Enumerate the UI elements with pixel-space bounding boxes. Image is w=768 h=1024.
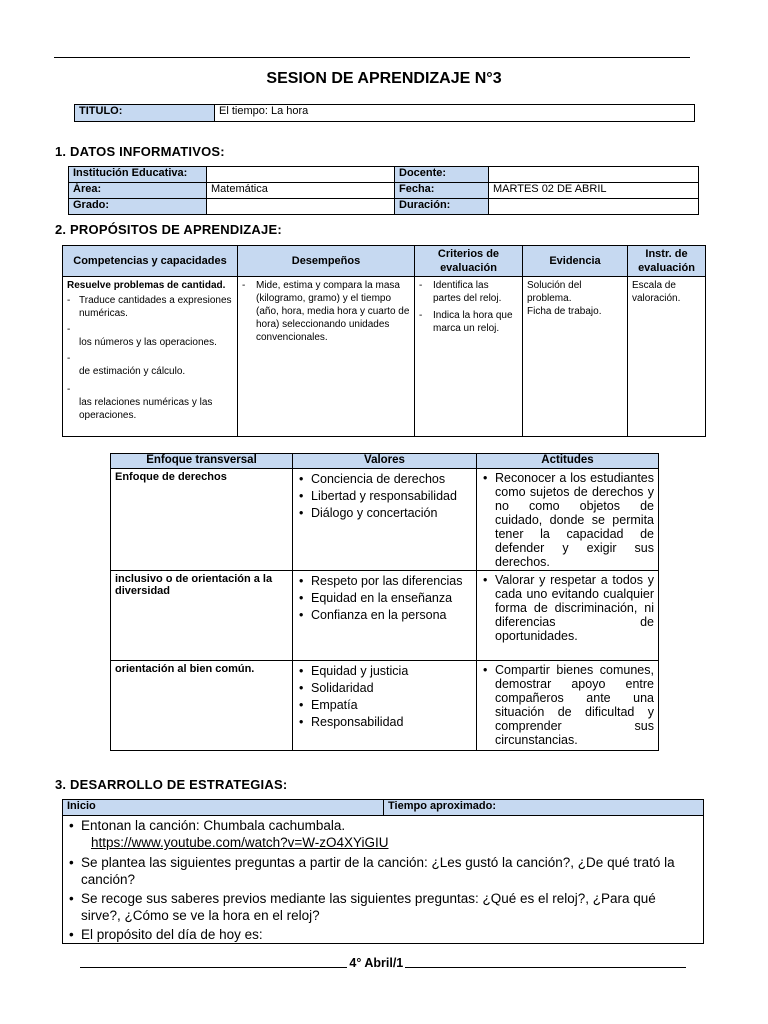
- capacidad-item: - los números y las operaciones.: [67, 323, 233, 349]
- valor-item: • Solidaridad: [297, 680, 472, 697]
- footer-rule-right: [405, 967, 686, 968]
- titulo-value: El tiempo: La hora: [215, 105, 695, 122]
- valor-item: • Respeto por las diferencias: [297, 573, 472, 590]
- propositos-heading: 2. PROPÓSITOS DE APRENDIZAJE:: [55, 222, 282, 237]
- valor-item: • Diálogo y concertación: [297, 505, 472, 522]
- titulo-table: [74, 104, 695, 122]
- col-competencias: Competencias y capacidades: [63, 246, 238, 277]
- footer-text: 4° Abril/1: [349, 956, 404, 970]
- inicio-list: [67, 817, 699, 943]
- criterio-item: - Identifica las partes del reloj.: [419, 279, 518, 305]
- datos-table: [68, 166, 699, 215]
- fecha-label: Fecha:: [395, 183, 489, 199]
- col-evidencia: Evidencia: [523, 246, 628, 277]
- area-value: Matemática: [207, 183, 395, 199]
- desempeno-cell: [238, 277, 415, 437]
- footer-rule-left: [80, 967, 347, 968]
- competencia-title: Resuelve problemas de cantidad.: [67, 280, 226, 291]
- col-desempenos: Desempeños: [238, 246, 415, 277]
- inicio-item: • Se plantea las siguientes preguntas a partir de la canción: ¿Les gustó la canción?, ¿De qué trató la canción?: [67, 854, 699, 888]
- valor-item: • Empatía: [297, 697, 472, 714]
- docente-value: [489, 167, 699, 183]
- evidencia-1: Solución del problema.: [527, 280, 582, 304]
- datos-heading: 1. DATOS INFORMATIVOS:: [55, 144, 225, 159]
- fecha-value: MARTES 02 DE ABRIL: [489, 183, 699, 199]
- valor-item: • Equidad en la enseñanza: [297, 590, 472, 607]
- enfoque-2: inclusivo o de orientación a la diversidad: [111, 571, 293, 661]
- docente-label: Docente:: [395, 167, 489, 183]
- evidencia-cell: [523, 277, 628, 437]
- desempeno-text: - Mide, estima y compara la masa (kilogramo, gramo) y el tiempo (año, hora, media hora y cuarto de hora) seleccionando unidades convencionales.: [242, 279, 410, 344]
- capacidades-list: [67, 294, 233, 422]
- page-title: SESION DE APRENDIZAJE N°3: [266, 70, 502, 87]
- valor-item: • Responsabilidad: [297, 714, 472, 731]
- capacidad-item: - las relaciones numéricas y las operaciones.: [67, 383, 233, 422]
- grado-label: Grado:: [69, 199, 207, 215]
- valor-item: • Confianza en la persona: [297, 607, 472, 624]
- capacidad-item: - Traduce cantidades a expresiones numéricas.: [67, 294, 233, 320]
- actitud-3: [477, 661, 659, 751]
- col-enfoque: Enfoque transversal: [111, 454, 293, 469]
- valor-item: • Equidad y justicia: [297, 663, 472, 680]
- youtube-link[interactable]: https://www.youtube.com/watch?v=W-zO4XYiGIU: [91, 835, 389, 850]
- criterio-item: - Indica la hora que marca un reloj.: [419, 309, 518, 335]
- duracion-value: [489, 199, 699, 215]
- grado-value: [207, 199, 395, 215]
- inicio-item: • Entonan la canción: Chumbala cachumbala. https://www.youtube.com/watch?v=W-zO4XYiGIU: [67, 817, 699, 851]
- propositos-table: [62, 245, 706, 437]
- col-instr: Instr. de evaluación: [628, 246, 706, 277]
- enfoques-table: [110, 453, 659, 751]
- enfoque-1: Enfoque de derechos: [111, 469, 293, 571]
- actitud-text: • Reconocer a los estudiantes como sujetos de derechos y no como objetos de cuidado, donde se permita tener la capacidad de defender y exigir sus derechos.: [481, 471, 654, 569]
- capacidad-item: - de estimación y cálculo.: [67, 352, 233, 378]
- duracion-label: Duración:: [395, 199, 489, 215]
- valores-1: [293, 469, 477, 571]
- enfoque-3: orientación al bien común.: [111, 661, 293, 751]
- inicio-item: • El propósito del día de hoy es:: [67, 926, 699, 943]
- estrategias-heading: 3. DESARROLLO DE ESTRATEGIAS:: [55, 777, 288, 792]
- institucion-value: [207, 167, 395, 183]
- actitud-text: • Valorar y respetar a todos y cada uno evitando cualquier forma de discriminación, ni diferencias de oportunidades.: [481, 573, 654, 643]
- institucion-label: Institución Educativa:: [69, 167, 207, 183]
- valor-item: • Libertad y responsabilidad: [297, 488, 472, 505]
- col-criterios: Criterios de evaluación: [415, 246, 523, 277]
- actitud-1: [477, 469, 659, 571]
- actitud-2: [477, 571, 659, 661]
- criterios-cell: [415, 277, 523, 437]
- titulo-label: TITULO:: [75, 105, 215, 122]
- inicio-cell: [63, 816, 704, 944]
- actitud-text: • Compartir bienes comunes, demostrar apoyo entre compañeros ante una situación de dificultad y comprender sus circunstancias.: [481, 663, 654, 747]
- area-label: Área:: [69, 183, 207, 199]
- valores-3: [293, 661, 477, 751]
- instr-cell: Escala de valoración.: [628, 277, 706, 437]
- valores-2: [293, 571, 477, 661]
- evidencia-2: Ficha de trabajo.: [527, 306, 602, 317]
- col-actitudes: Actitudes: [477, 454, 659, 469]
- footer: [80, 956, 686, 970]
- competencias-cell: [63, 277, 238, 437]
- estrategias-table: [62, 799, 704, 944]
- top-rule: [54, 57, 690, 58]
- tiempo-label: Tiempo aproximado:: [384, 800, 704, 816]
- col-valores: Valores: [293, 454, 477, 469]
- valor-item: • Conciencia de derechos: [297, 471, 472, 488]
- inicio-item: • Se recoge sus saberes previos mediante las siguientes preguntas: ¿Qué es el reloj?, ¿Para qué sirve?, ¿Cómo se ve la hora en el reloj?: [67, 890, 699, 924]
- inicio-label: Inicio: [63, 800, 384, 816]
